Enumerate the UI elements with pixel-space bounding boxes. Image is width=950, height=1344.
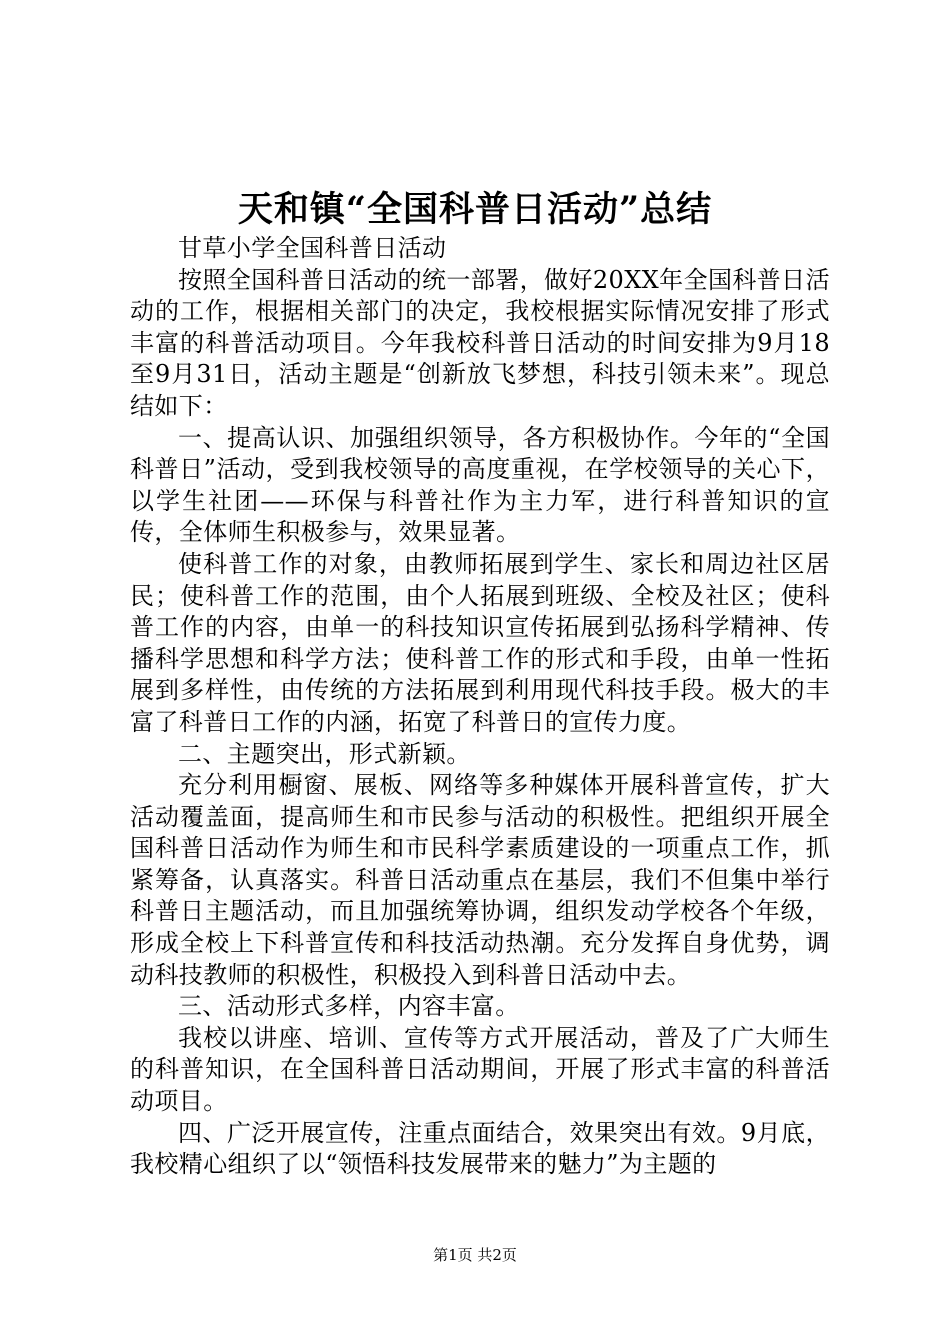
section-three-heading: 三、活动形式多样，内容丰富。 (178, 992, 520, 1021)
section-three-paragraph: 我校以讲座、培训、宣传等方式开展活动，普及了广大师生的科普知识，在全国科普日活动期间，开展了形式丰富的科普活动项目。 (130, 1023, 830, 1116)
scope-paragraph: 使科普工作的对象，由教师拓展到学生、家长和周边社区居民；使科普工作的范围，由个人拓展到班级、全校及社区；使科普工作的内容，由单一的科技知识宣传拓展到弘扬科学精神、传播科学思想和科学方法；使科普工作的形式和手段，由单一性拓展到多样性，由传统的方法拓展到利用现代科技手段。极大的丰富了科普日工作的内涵，拓宽了科普日的宣传力度。 (130, 549, 830, 736)
section-one-paragraph: 一、提高认识、加强组织领导，各方积极协作。今年的“全国科普日”活动，受到我校领导的高度重视，在学校领导的关心下，以学生社团——环保与科普社作为主力军，进行科普知识的宣传，全体师生积极参与，效果显著。 (130, 423, 830, 547)
section-two-heading: 二、主题突出，形式新颖。 (178, 739, 471, 768)
document-title: 天和镇“全国科普日活动”总结 (237, 189, 713, 230)
intro-paragraph: 按照全国科普日活动的统一部署，做好20XX年全国科普日活动的工作，根据相关部门的决定，我校根据实际情况安排了形式丰富的科普活动项目。今年我校科普日活动的时间安排为9月18至9月31日，活动主题是“创新放飞梦想，科技引领未来”。现总结如下： (130, 265, 830, 420)
section-two-paragraph: 充分利用橱窗、展板、网络等多种媒体开展科普宣传，扩大活动覆盖面，提高师生和市民参与活动的积极性。把组织开展全国科普日活动作为师生和市民科学素质建设的一项重点工作，抓紧筹备，认真落实。科普日活动重点在基层，我们不但集中举行科普日主题活动，而且加强统筹协调，组织发动学校各个年级，形成全校上下科普宣传和科技活动热潮。充分发挥自身优势，调动科技教师的积极性，积极投入到科普日活动中去。 (130, 771, 830, 989)
page-number-footer: 第1页 共2页 (433, 1246, 517, 1264)
section-four-paragraph: 四、广泛开展宣传，注重点面结合，效果突出有效。9月底，我校精心组织了以“领悟科技发展带来的魅力”为主题的 (130, 1118, 830, 1179)
subtitle-line: 甘草小学全国科普日活动 (178, 234, 447, 262)
document-body (130, 233, 830, 1181)
